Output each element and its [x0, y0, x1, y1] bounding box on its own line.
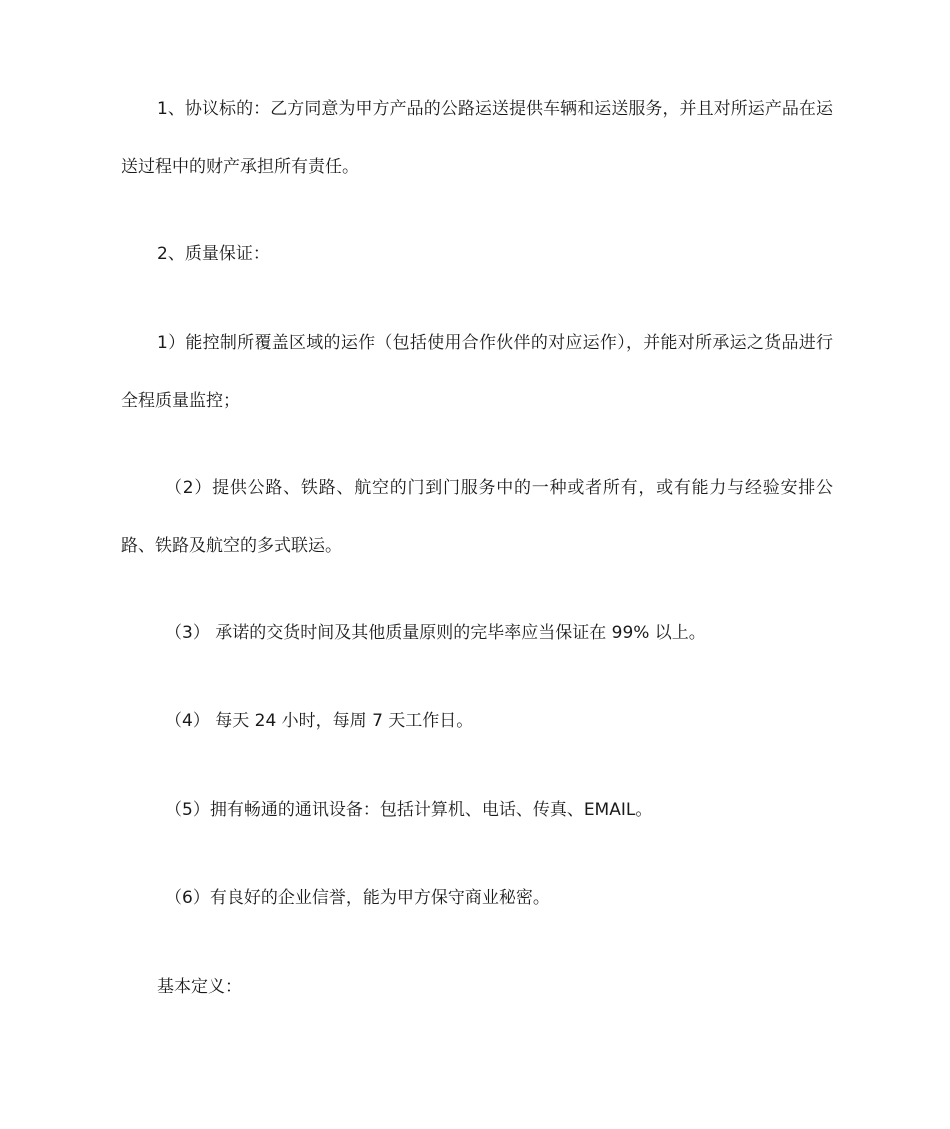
clause-item-1: 1）能控制所覆盖区域的运作（包括使用合作伙伴的对应运作），并能对所承运之货品进行全程质量监控；: [121, 333, 833, 411]
clause-agreement-subject: 1、协议标的：乙方同意为甲方产品的公路运送提供车辆和运送服务，并且对所运产品在运送过程中的财产承担所有责任。: [121, 99, 833, 177]
clause-item-2: （2）提供公路、铁路、航空的门到门服务中的一种或者所有，或有能力与经验安排公路、铁路及航空的多式联运。: [121, 478, 833, 556]
basic-definitions-heading: 基本定义：: [157, 977, 242, 997]
clause-item-4: （4） 每天 24 小时，每周 7 天工作日。: [165, 711, 474, 731]
clause-item-5: （5）拥有畅通的通讯设备：包括计算机、电话、传真、EMAIL。: [165, 800, 653, 820]
clause-item-3: （3） 承诺的交货时间及其他质量原则的完毕率应当保证在 99% 以上。: [165, 623, 706, 643]
clause-quality-guarantee-heading: 2、质量保证：: [157, 244, 270, 264]
clause-item-6: （6）有良好的企业信誉，能为甲方保守商业秘密。: [165, 888, 550, 908]
